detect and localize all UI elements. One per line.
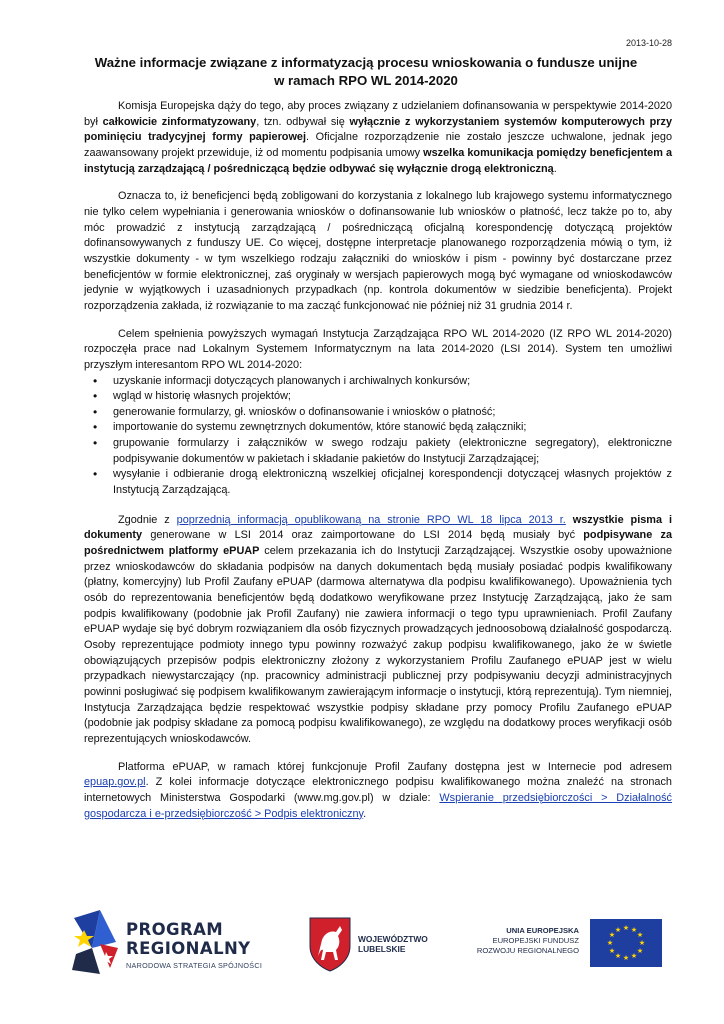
title-line-2: w ramach RPO WL 2014-2020 [274,73,458,88]
p1-text-4: . [553,162,557,175]
woj-line-2: LUBELSKIE [358,944,406,954]
p5-text-3: . [363,807,367,820]
ue-line-1: UNIA EUROPEJSKA [506,926,579,935]
svg-text:★: ★ [622,924,630,932]
p4-text-2: generowane w LSI 2014 oraz zaimportowane do LSI 2014 będą musiały być [142,529,584,542]
p1-text-1: Komisja Europejska dąży do tego, aby proces związany z udzielaniem dofinansowania w perspektywie 2014-2020 był [84,100,672,128]
lubelskie-logo [308,916,458,976]
lubelskie-coat-of-arms-icon [308,916,352,972]
p4-text-1: Zgodnie z [118,513,177,526]
svg-text:★: ★ [630,952,638,960]
ue-line-2: EUROPEJSKI FUNDUSZ [492,936,579,945]
svg-text:★: ★ [630,926,638,934]
p1-bold-3: wszelka komunikacja pomiędzy beneficjentem a instytucją zarządzającą / pośredniczącą będzie odbywać się wyłącznie drogą elektroniczną [84,146,672,175]
paragraph-obligations: Oznacza to, iż beneficjenci będą zobligowani do korzystania z lokalnego lub krajowego systemu informatycznego nie tylko celem wypełniania i generowania wniosków o dofinansowanie lub wniosków o płatność, lecz także po to, aby móc prowadzić z instytucją zarządzającą / pośredniczącą oficjalną korespondencję dotyczącą projektów dofinansowywanych z funduszy UE. Co więcej, dostępne interpretacje planowanego rozporządzenia mówią o tym, iż wszystkie dokumenty - w tym wszelkiego rodzaju załączniki do wniosków i pism - powinny być dostarczane przez beneficjentów w formie elektronicznej, zaś oryginały w wersjach papierowych mogą być wymagane od wnioskodawców jedynie w wyjątkowych i uzasadnionych przypadkach (np. kontrola dokumentów w siedzibie beneficjenta). Projekt rozporządzenia zakłada, iż rozwiązanie to ma zacząć funkcjonować nie później niż 31 grudnia 2014 r. [84,190,672,312]
title-line-1: Ważne informacje związane z informatyzacją procesu wnioskowania o fundusze unijne [94,55,638,70]
svg-text:★: ★ [636,947,644,955]
program-line-3: NARODOWA STRATEGIA SPÓJNOŚCI [126,961,263,970]
p1-text-3: . Oficjalne rozporządzenie nie zostało jeszcze uchwalone, jednak jego zaawansowany projekt przewiduje, iż od momentu podpisania umowy [84,131,673,159]
document-date: 2013-10-28 [625,38,672,48]
list-item: • grupowanie formularzy i załączników w swego rodzaju pakiety (elektroniczne segregatory), elektroniczne podpisywanie dokumentów w pakietach i składanie pakietów do Instytucji Zarządzającej; [113,436,672,467]
p5-text-2: . Z kolei informacje dotyczące elektronicznego podpisu kwalifikowanego można znaleźć na stronach internetowych Ministerstwa Gospodarki (www.mg.gov.pl) w dziale: [84,776,672,804]
program-line-2: REGIONALNY [126,939,251,958]
paragraph-intro [84,99,672,177]
paragraph-epuap [84,760,672,823]
p1-bold-1: całkowicie zinformatyzowany [102,115,257,128]
document-body [84,99,672,834]
p4-bold-1: wszystkie pisma i dokumenty [84,513,672,542]
program-line-1: PROGRAM [126,920,224,939]
svg-text:★: ★ [608,947,616,955]
list-item: • importowanie do systemu zewnętrznych dokumentów, które stanowić będą załączniki; [113,420,672,436]
p1-bold-2: wyłącznie z wykorzystaniem systemów komputerowych przy pominięciu tradycyjnej formy papierowej [84,115,673,144]
eu-flag-icon [590,919,662,967]
epuap-link[interactable]: epuap.gov.pl [84,776,146,789]
p4-text-3: celem przekazania ich do Instytucji Zarządzającej. Wszystkie osoby upoważnione przez wnioskodawców do składania podpisów na danych dokumentach będą musiały posiadać podpis kwalifikowany (płatny, komercyjny) lub Profil Zaufany ePUAP (darmowa alternatywa dla podpisu kwalifikowanego). Upoważnienia tych osób do reprezentowania beneficjentów będą dodatkowo weryfikowane przez Instytucję Zarządzającą, jako że sam podpis kwalifikowany (podobnie jak Profil Zaufany) nie zawiera informacji o tego typu uprawnieniach. Profil Zaufany ePUAP wydaje się być dobrym rozwiązaniem dla osób fizycznych prowadzących jednoosobową działalność gospodarczą. Osoby reprezentujące podmioty innego typu powinny rozważyć zakup podpisu kwalifikowanego, jako że w świetle obowiązujących przepisów podpis elektroniczny złożony z wykorzystaniem Profilu Zaufanego ePUAP jest w wielu przypadkach niewystarczający (np. pracownicy administracji publicznej przy podpisywaniu decyzji administracyjnych powinni posługiwać się podpisem kwalifikowanym zawierającym informacje o instytucji, którą reprezentują). Tym niemniej, Instytucja Zarządzająca będzie respektować wszystkie podpisy składane przy pomocy Profilu Zaufanego ePUAP (podobnie jak podpisy składane za pomocą podpisu kwalifikowanego), ze względu na dodatkowy proces weryfikacji osób reprezentujących wnioskodawców. [84,545,673,745]
svg-text:★: ★ [636,931,644,939]
svg-text:★: ★ [608,931,616,939]
footer-logos [70,908,670,988]
lubelskie-text [358,934,428,954]
ue-line-3: ROZWOJU REGIONALNEGO [476,946,579,955]
eu-fund-text [462,926,579,956]
p4-bold-2: podpisywane za pośrednictwem platformy ePUAP [84,529,672,558]
list-item: • uzyskanie informacji dotyczących planowanych i archiwalnych konkursów; [113,374,672,390]
podpis-elektroniczny-link[interactable]: Wspieranie przedsiębiorczości > Działalność gospodarcza i e-przedsiębiorczość > Podpis elektroniczny [84,791,672,820]
p5-text-1: Platforma ePUAP, w ramach której funkcjonuje Profil Zaufany dostępna jest w Internecie pod adresem [118,760,672,773]
woj-line-1: WOJEWÓDZTWO [358,934,428,944]
p1-text-2: , tzn. odbywał się [256,115,350,128]
list-item: • wysyłanie i odbieranie drogą elektroniczną wszelkiej oficjalnej korespondencji dotyczącej własnych projektów z Instytucją Zarządzającą. [113,467,672,498]
paragraph-lsi-system: Celem spełnienia powyższych wymagań Instytucja Zarządzająca RPO WL 2014-2020 (IZ RPO WL 2014-2020) rozpoczęła prace nad Lokalnym Systemem Informatycznym na lata 2014-2020 (LSI 2014). System ten umożliwi przyszłym interesantom RPO WL 2014-2020: [84,327,672,371]
list-item: • wgląd w historię własnych projektów; [113,389,672,405]
lsi-features-list [84,374,672,499]
program-regionalny-icon [70,908,122,978]
svg-text:★: ★ [622,954,630,962]
list-item: • generowanie formularzy, gł. wniosków o dofinansowanie i wniosków o płatność; [113,405,672,421]
svg-text:★: ★ [614,926,622,934]
document-title [86,54,646,90]
program-regionalny-text [126,920,262,970]
paragraph-signatures [84,513,672,748]
svg-text:★: ★ [606,939,614,947]
program-regionalny-logo [70,908,320,988]
svg-text:★: ★ [614,952,622,960]
previous-info-link[interactable]: poprzednią informacją opublikowaną na stronie RPO WL 18 lipca 2013 r. [176,513,566,526]
svg-text:★: ★ [638,939,646,947]
